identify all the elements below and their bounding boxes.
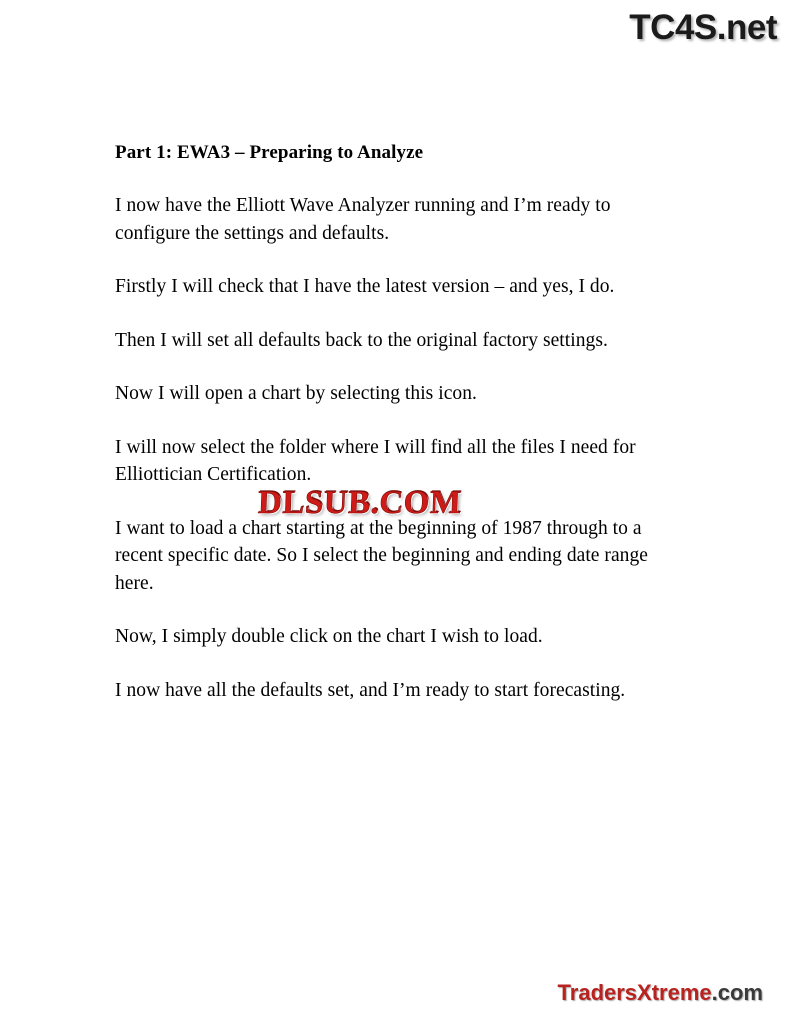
paragraph-6: I want to load a chart starting at the beginning of 1987 through to a recent specific date. So I select the beginning and ending date range here. bbox=[115, 517, 648, 594]
watermark-bottom-tld: .com bbox=[711, 980, 763, 1005]
document-body bbox=[115, 140, 685, 704]
paragraph-3: Then I will set all defaults back to the original factory settings. bbox=[115, 329, 608, 351]
paragraph-7: Now, I simply double click on the chart I wish to load. bbox=[115, 626, 543, 647]
watermark-top-right: TC4S.net bbox=[629, 8, 777, 47]
page-title: Part 1: EWA3 – Preparing to Analyze bbox=[115, 142, 424, 163]
watermark-bottom-right bbox=[558, 980, 763, 1006]
paragraph-1: I now have the Elliott Wave Analyzer running and I’m ready to configure the settings and defaults. bbox=[115, 195, 611, 244]
watermark-bottom-name: TradersXtreme bbox=[557, 980, 712, 1005]
watermark-center: DLSUB.COM bbox=[257, 485, 463, 521]
paragraph-2: Firstly I will check that I have the latest version – and yes, I do. bbox=[115, 276, 615, 297]
paragraph-4: Now I will open a chart by selecting this icon. bbox=[115, 383, 477, 404]
paragraph-5: I will now select the folder where I will find all the files I need for Elliottician Certification. bbox=[115, 436, 636, 485]
paragraph-8: I now have all the defaults set, and I’m ready to start forecasting. bbox=[115, 679, 626, 701]
